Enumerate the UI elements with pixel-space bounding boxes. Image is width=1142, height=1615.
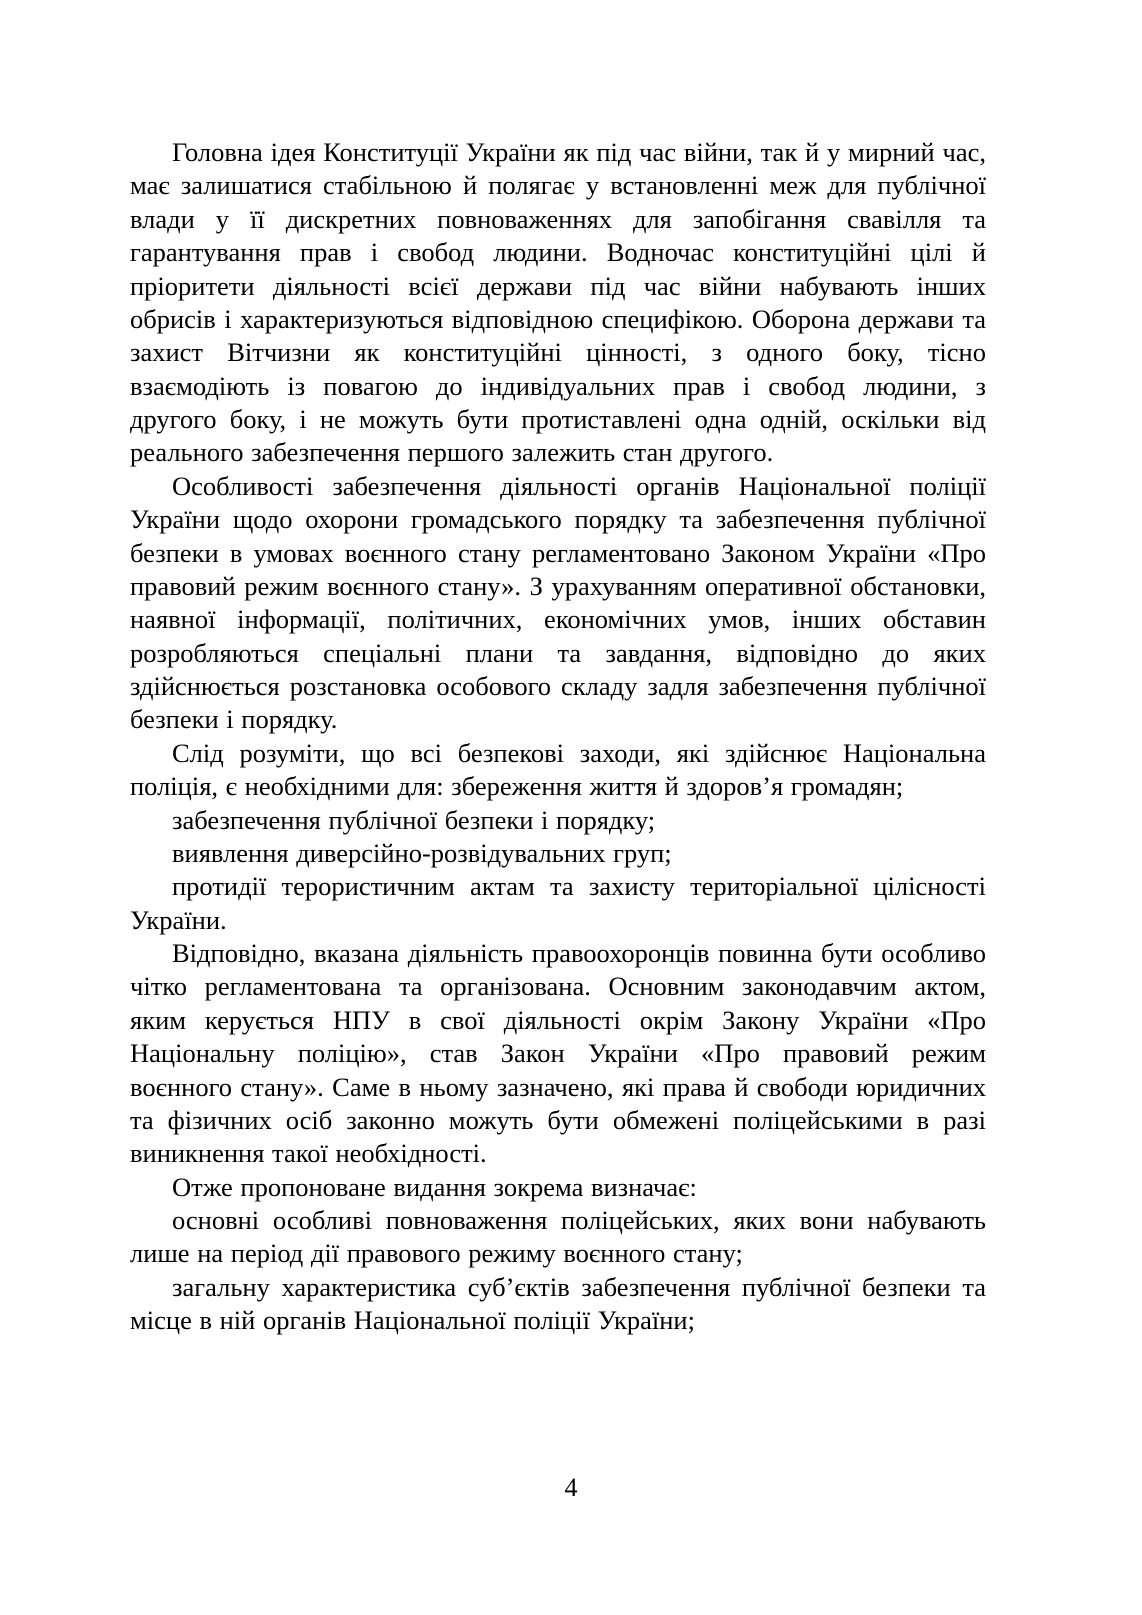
page-number: 4 [564, 1473, 578, 1502]
paragraph: Відповідно, вказана діяльність правоохоронців повинна бути особливо чітко регламентована та організована. Основним законодавчим актом, яким керується НПУ в свої діяльності окрім Закону України «Про Національну поліцію», став Закон України «Про правовий режим воєнного стану». Саме в ньому зазначено, які права й свободи юридичних та фізичних осіб законно можуть бути обмежені поліцейськими в разі виникнення такої необхідності. [130, 938, 986, 1169]
paragraph: Головна ідея Конституції України як під час війни, так й у мирний час, має залишатися стабільною й полягає у встановленні меж для публічної влади у її дискретних повноваженнях для запобігання свавілля та гарантування прав і свобод людини. Водночас конституційні цілі й пріоритети діяльності всієї держави під час війни набувають інших обрисів і характеризуються відповідною специфікою. Оборона держави та захист Вітчизни як конституційні цінності, з одного боку, тісно взаємодіють із повагою до індивідуальних прав і свобод людини, з другого боку, і не можуть бути протиставлені одна одній, оскільки від реального забезпечення першого залежить стан другого. [130, 137, 986, 468]
paragraph: основні особливі повноваження поліцейських, яких вони набувають лише на період дії правового режиму воєнного стану; [130, 1205, 986, 1269]
paragraph: Слід розуміти, що всі безпекові заходи, які здійснює Національна поліція, є необхідними для: збереження життя й здоров’я громадян; [130, 737, 986, 802]
paragraph: загальну характеристика суб’єктів забезпечення публічної безпеки та місце в ній органів Національної поліції України; [130, 1271, 986, 1336]
paragraph: виявлення диверсійно-розвідувальних груп; [172, 837, 672, 868]
paragraph: Отже пропоноване видання зокрема визначає: [172, 1171, 697, 1202]
paragraph: Особливості забезпечення діяльності органів Національної поліції України щодо охорони громадського порядку та забезпечення публічної безпеки в умовах воєнного стану регламентовано Законом України «Про правовий режим воєнного стану». З урахуванням оперативної обстановки, наявної інформації, політичних, економічних умов, інших обставин розробляються спеціальні плани та завдання, відповідно до яких здійснюється розстановка особового складу задля забезпечення публічної безпеки і порядку. [130, 470, 986, 735]
paragraph: протидії терористичним актам та захисту територіальної цілісності України. [130, 871, 986, 935]
paragraph: забезпечення публічної безпеки і порядку; [172, 804, 656, 835]
body-text [130, 136, 986, 1338]
